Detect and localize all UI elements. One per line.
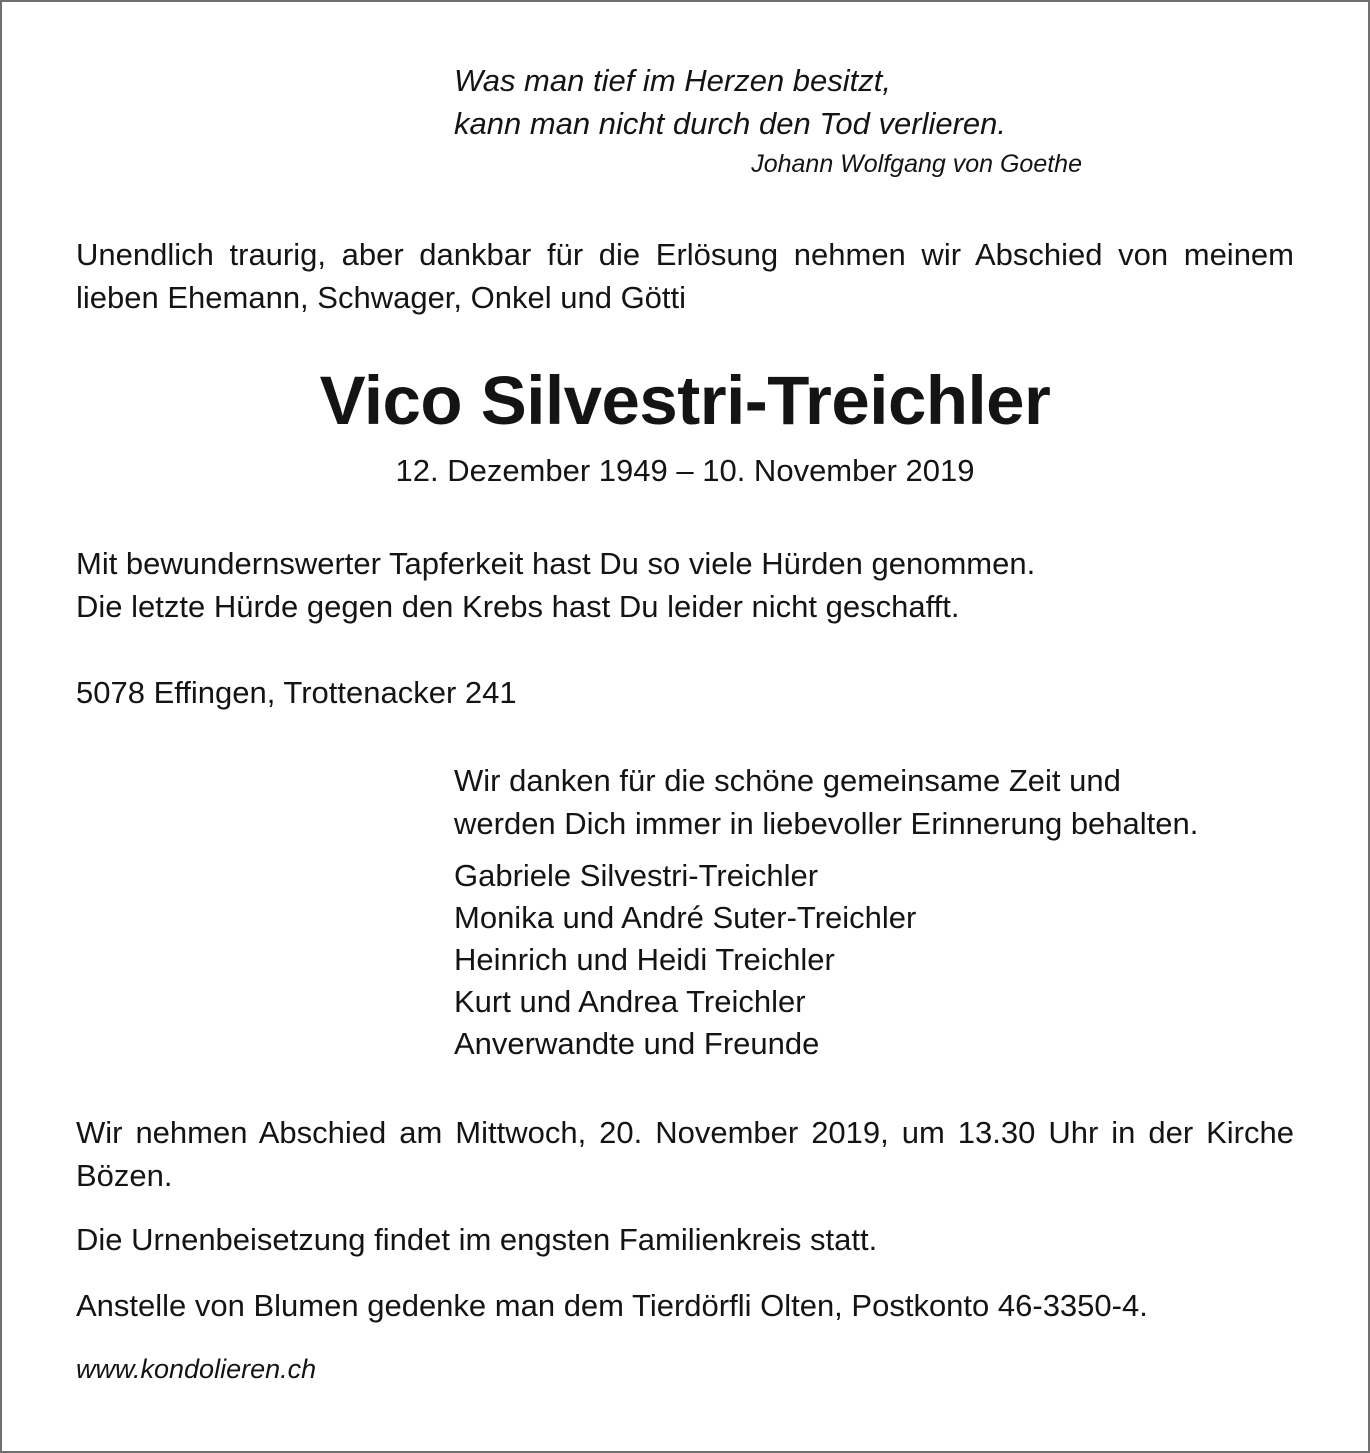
family-address: 5078 Effingen, Trottenacker 241 [76, 675, 517, 710]
quote-line-2: kann man nicht durch den Tod verlieren. [454, 106, 1007, 141]
life-dates: 12. Dezember 1949 – 10. November 2019 [395, 453, 975, 488]
thanks-line-2: werden Dich immer in liebevoller Erinnerung behalten. [454, 806, 1199, 841]
urn-burial-text: Die Urnenbeisetzung findet im engsten Familienkreis statt. [76, 1222, 878, 1257]
mourner-name: Heinrich und Heidi Treichler [454, 942, 835, 977]
website-link[interactable]: www.kondolieren.ch [76, 1354, 317, 1384]
tribute-line-2: Die letzte Hürde gegen den Krebs hast Du leider nicht geschafft. [76, 589, 960, 624]
thanks-line-1: Wir danken für die schöne gemeinsame Zeit und [454, 763, 1121, 798]
quote-author: Johann Wolfgang von Goethe [751, 150, 1082, 178]
donation-text: Anstelle von Blumen gedenke man dem Tierdörfli Olten, Postkonto 46-3350-4. [76, 1288, 1148, 1323]
mourner-name: Kurt und Andrea Treichler [454, 984, 806, 1019]
mourners-list [454, 855, 916, 1065]
farewell-text: Wir nehmen Abschied am Mittwoch, 20. November 2019, um 13.30 Uhr in der Kirche Bözen. [76, 1115, 1294, 1193]
mourner-name: Monika und André Suter-Treichler [454, 900, 917, 935]
tribute-line-1: Mit bewundernswerter Tapferkeit hast Du so viele Hürden genommen. [76, 546, 1036, 581]
quote-line-1: Was man tief im Herzen besitzt, [454, 63, 892, 98]
mourner-name: Gabriele Silvestri-Treichler [454, 858, 819, 893]
mourner-name: Anverwandte und Freunde [454, 1026, 820, 1061]
intro-text: Unendlich traurig, aber dankbar für die Erlösung nehmen wir Abschied von meinem lieben Ehemann, Schwager, Onkel und Götti [76, 237, 1294, 315]
deceased-name: Vico Silvestri-Treichler [319, 362, 1051, 439]
